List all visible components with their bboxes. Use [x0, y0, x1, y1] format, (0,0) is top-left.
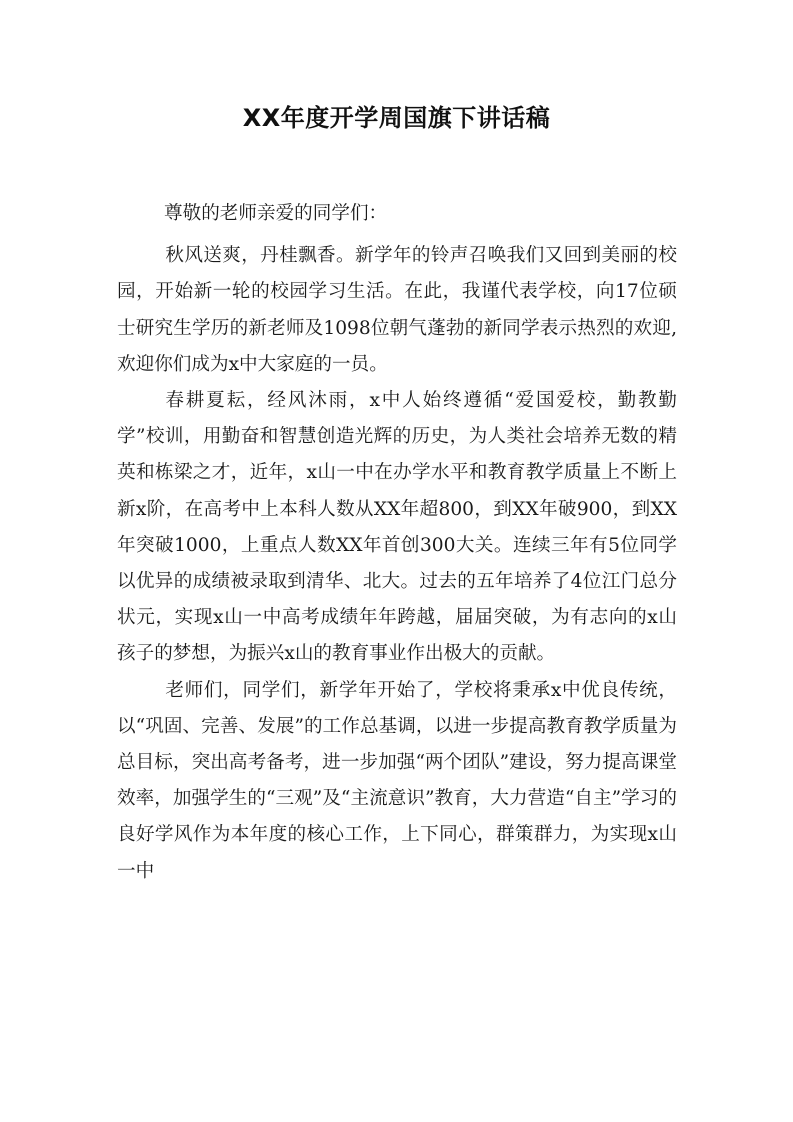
paragraph-new-year-goals: 老师们，同学们，新学年开始了，学校将秉承x中优良传统，以“巩固、完善、发展”的工作总基调，以进一步提高教育教学质量为总目标，突出高考备考，进一步加强“两个团队”建设，努力提高课堂效率，加强学生的“三观”及“主流意识”教育，大力营造“自主”学习的良好学风作为本年度的核心工作，上下同心，群策群力，为实现x山一中: [117, 679, 677, 882]
document-title: XX年度开学周国旗下讲话稿: [242, 104, 551, 132]
salutation: 尊敬的老师亲爱的同学们：: [164, 203, 388, 224]
paragraph-school-history: 春耕夏耘，经风沐雨，x中人始终遵循“爱国爱校，勤教勤学”校训，用勤奋和智慧创造光辉的历史，为人类社会培养无数的精英和栋梁之才，近年，x山一中在办学水平和教育教学质量上不断上新x阶，在高考中上本科人数从XX年超800，到XX年破900，到XX年突破1000，上重点人数XX年首创300大关。连续三年有5位同学以优异的成绩被录取到清华、北大。过去的五年培养了4位江门总分状元，实现x山一中高考成绩年年跨越，届届突破，为有志向的x山孩子的梦想，为振兴x山的教育事业作出极大的贡献。: [117, 390, 677, 665]
document-body: [117, 196, 677, 890]
paragraph-welcome: 秋风送爽，丹桂飘香。新学年的铃声召唤我们又回到美丽的校园，开始新一轮的校园学习生活。在此，我谨代表学校，向17位硕士研究生学历的新老师及1098位朝气蓬勃的新同学表示热烈的欢迎,欢迎你们成为x中大家庭的一员。: [117, 245, 677, 375]
